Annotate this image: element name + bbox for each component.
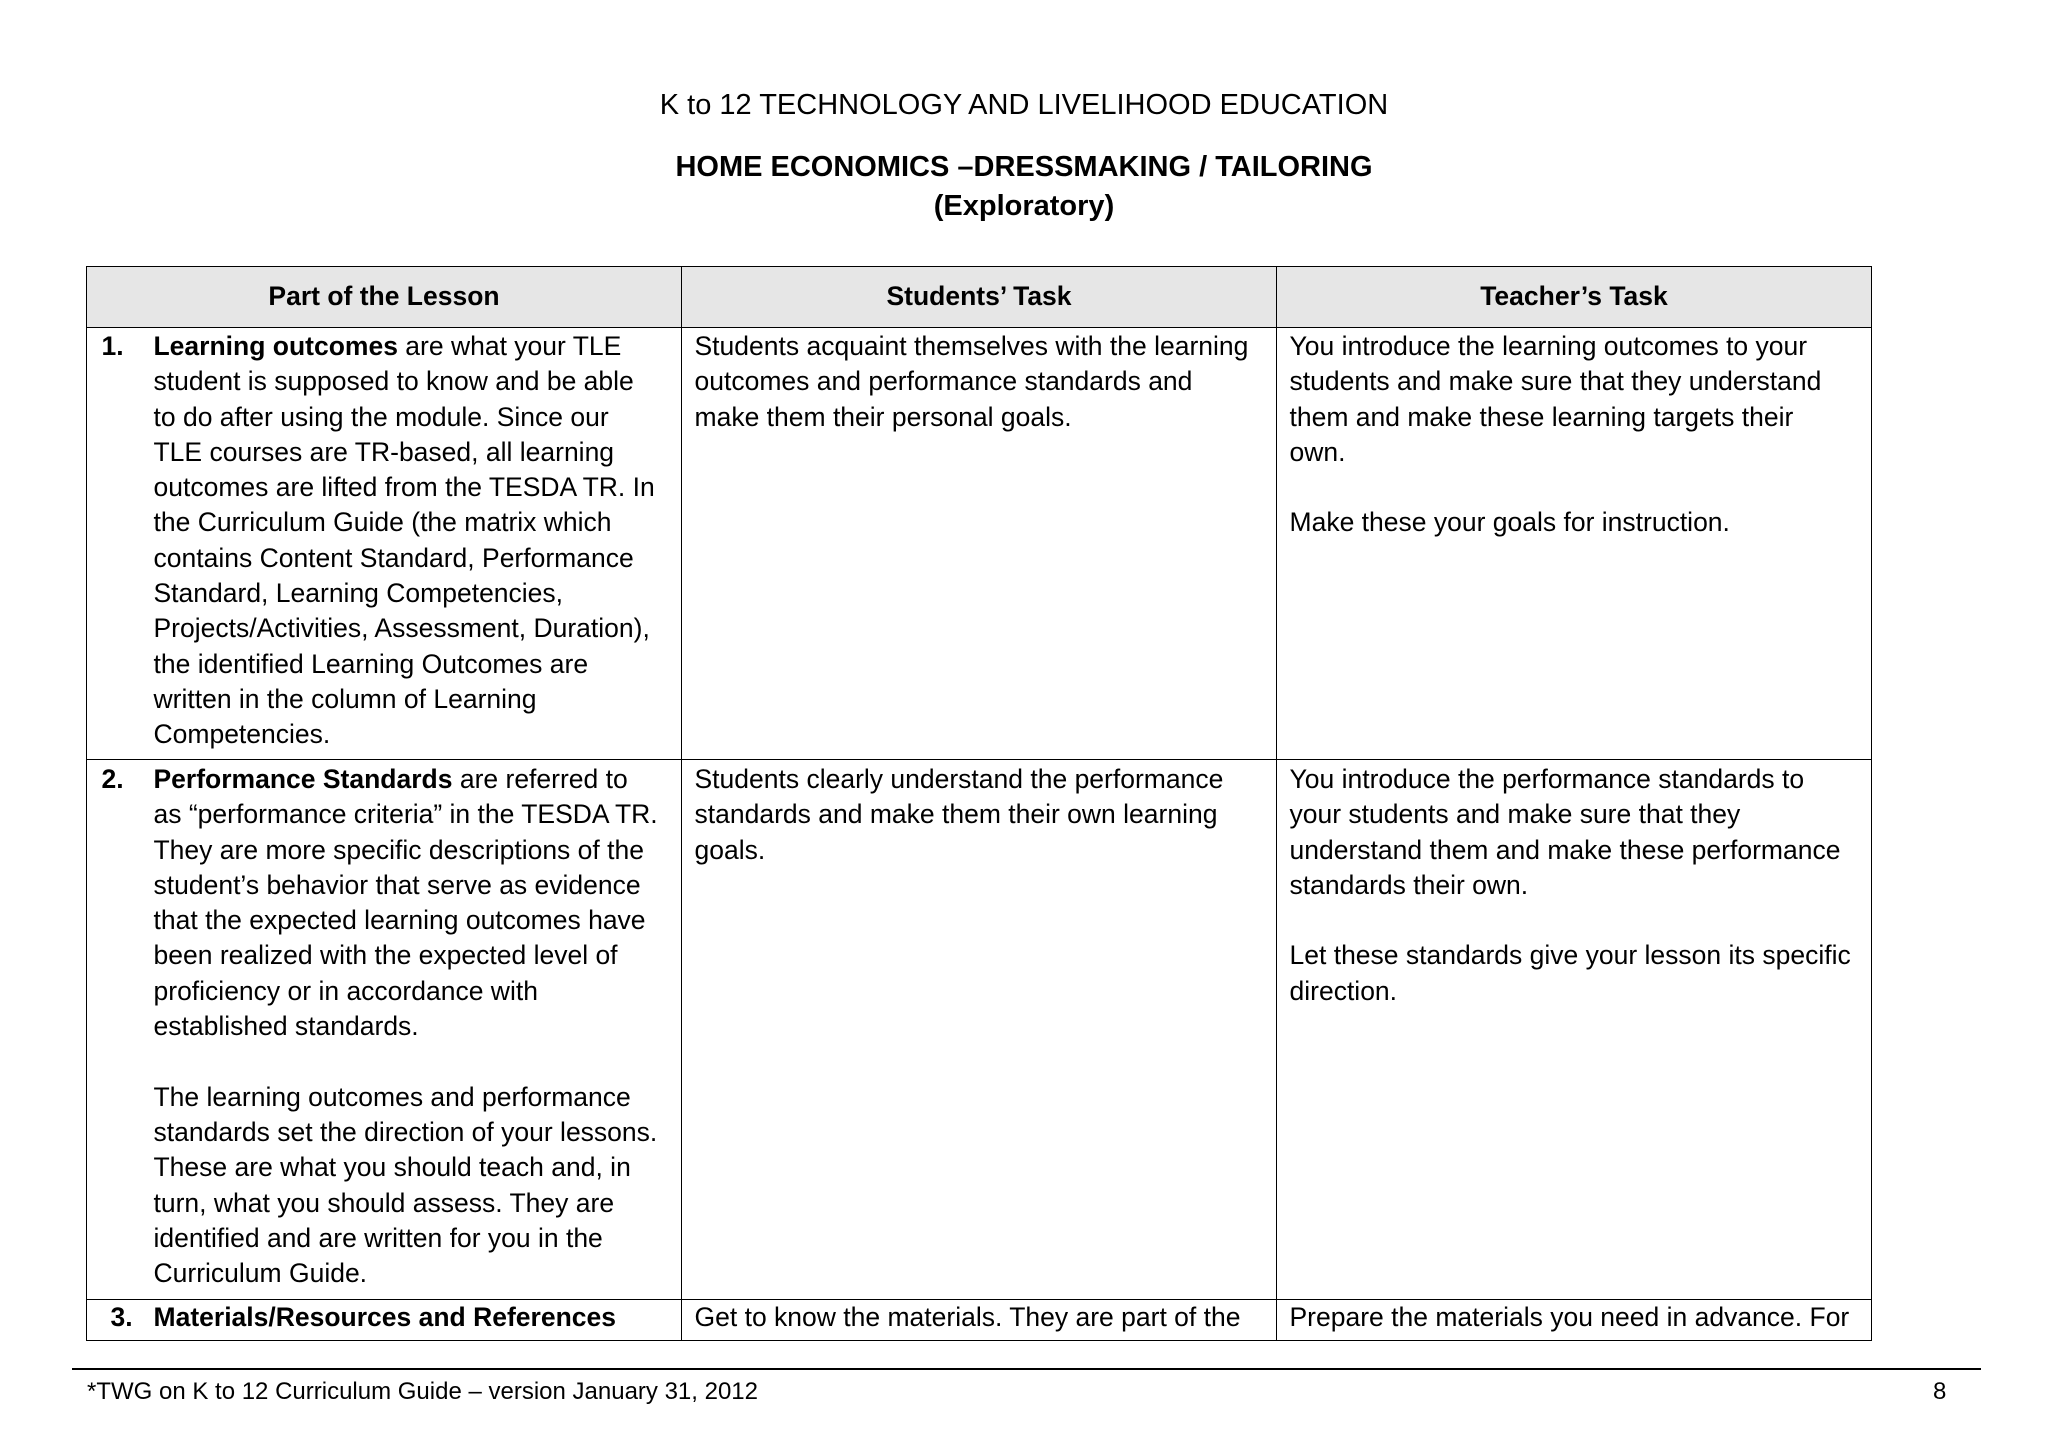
students-task-cell: [681, 760, 1276, 1299]
teachers-task-text: You introduce the learning outcomes to your students and make sure that they understand them and make these learning targets their own. Make these your goals for instruction.: [1289, 331, 1822, 538]
footer-rule: [72, 1368, 1981, 1370]
part-of-lesson-cell: [87, 760, 681, 1299]
row-number: 3.: [110, 1302, 133, 1332]
students-task-text: Get to know the materials. They are part of the: [694, 1302, 1241, 1332]
table-row: [87, 1299, 1871, 1340]
part-of-lesson-text: [87, 1300, 681, 1335]
part-lead: Learning outcomes: [153, 331, 398, 361]
part-of-lesson-text: [87, 328, 681, 753]
table-row: [87, 327, 1871, 759]
part-of-lesson-cell: [87, 1300, 681, 1340]
row-number: 2.: [101, 764, 124, 794]
part-lead: Materials/Resources and References: [153, 1302, 616, 1332]
column-header-label: Students’ Task: [886, 281, 1072, 312]
teachers-task-text: Prepare the materials you need in advance. For: [1289, 1302, 1850, 1332]
part-body: are what your TLE student is supposed to know and be able to do after using the module. Since our TLE courses are TR-based, all learning outcomes are lifted from the TESDA TR. In the Curriculum Guide (the matrix which contains Content Standard, Performance Standard, Learning Competencies, Projects/Activities, Assessment, Duration), the identified Learning Outcomes are written in the column of Learning Competencies.: [153, 331, 655, 750]
table-row: [87, 759, 1871, 1299]
students-task-text: Students clearly understand the performance standards and make them their own learning goals.: [694, 764, 1224, 865]
column-header-label: Teacher’s Task: [1480, 281, 1668, 312]
teachers-task-text: You introduce the performance standards to your students and make sure that they understand them and make these performance standards their own. Let these standards give your lesson its specific direction.: [1289, 764, 1851, 1006]
part-body: are referred to as “performance criteria” in the TESDA TR. They are more specific descriptions of the student’s behavior that serve as evidence that the expected learning outcomes have been realized with the expected level of proficiency or in accordance with established standards. The learning outcomes and performance standards set the direction of your lessons. These are what you should teach and, in turn, what you should assess. They are identified and are written for you in the Curriculum Guide.: [153, 764, 658, 1289]
students-task-cell: [681, 1300, 1276, 1340]
part-of-lesson-text: [87, 760, 681, 1291]
footer-note: *TWG on K to 12 Curriculum Guide – version January 31, 2012: [87, 1378, 758, 1405]
students-task-text: Students acquaint themselves with the learning outcomes and performance standards and make them their personal goals.: [694, 331, 1249, 432]
teachers-task-cell: [1276, 760, 1871, 1299]
column-header-part-of-lesson: [87, 267, 681, 327]
teachers-task-cell: [1276, 1300, 1871, 1340]
teachers-task-cell: [1276, 328, 1871, 759]
page-title: K to 12 TECHNOLOGY AND LIVELIHOOD EDUCATION: [659, 88, 1389, 121]
part-of-lesson-cell: [87, 328, 681, 759]
row-number: 1.: [101, 331, 124, 361]
page-subtitle: HOME ECONOMICS –DRESSMAKING / TAILORING: [675, 151, 1373, 183]
page-number: 8: [1933, 1378, 1947, 1405]
column-header-students-task: [681, 267, 1276, 327]
table-header-row: [87, 267, 1871, 327]
page-subtitle-note: (Exploratory): [933, 190, 1115, 223]
part-lead: Performance Standards: [153, 764, 453, 794]
column-header-teachers-task: [1276, 267, 1871, 327]
column-header-label: Part of the Lesson: [268, 281, 500, 312]
students-task-cell: [681, 328, 1276, 759]
lesson-table: [86, 266, 1872, 1341]
